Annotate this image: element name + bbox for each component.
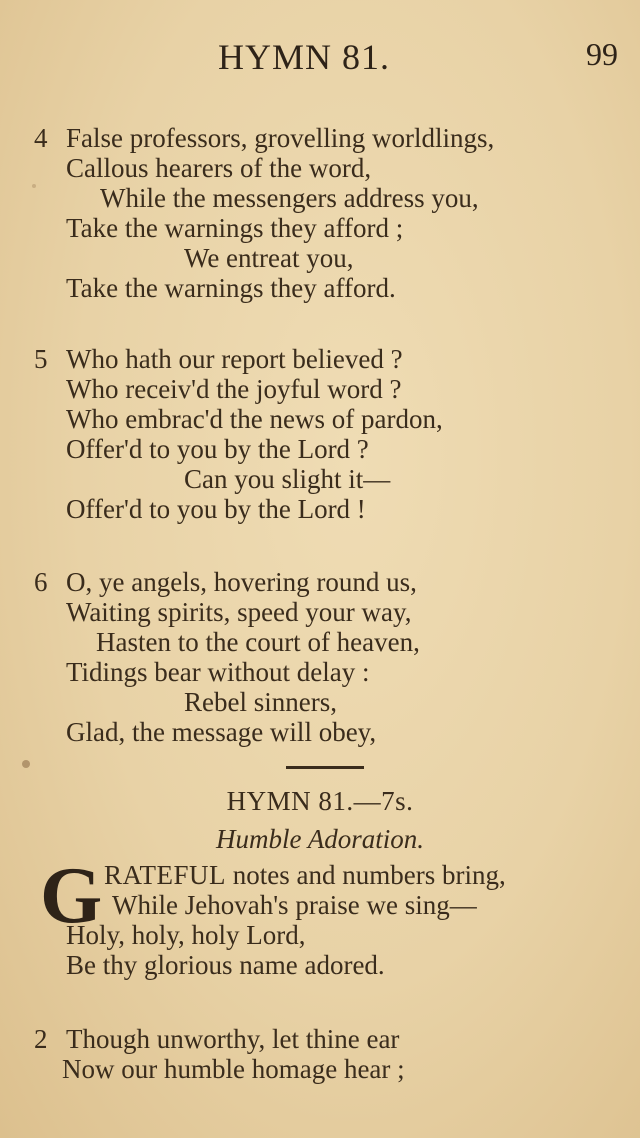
page-number: 99 [586, 36, 618, 72]
section-divider [286, 766, 364, 769]
verse-number: 2 [34, 1024, 48, 1054]
verse-line: We entreat you, [184, 243, 354, 273]
hymn-subtitle: Humble Adoration. [216, 824, 424, 854]
verse-line: Who hath our report believed ? [66, 344, 403, 374]
verse-number: 6 [34, 567, 48, 597]
verse-line: Offer'd to you by the Lord ? [66, 434, 369, 464]
verse-line: Hasten to the court of heaven, [96, 627, 420, 657]
verse-line: Offer'd to you by the Lord ! [66, 494, 366, 524]
verse-line: Callous hearers of the word, [66, 153, 372, 183]
verse-line: O, ye angels, hovering round us, [66, 567, 417, 597]
verse-line: Take the warnings they afford. [66, 273, 396, 303]
ink-spot [32, 184, 36, 188]
hymn-title: HYMN 81.—7s. [226, 786, 414, 816]
running-head-title: HYMN 81. [218, 37, 391, 77]
first-word-caps: RATEFUL [104, 860, 227, 890]
verse-line: Take the warnings they afford ; [66, 213, 404, 243]
verse-number: 4 [34, 123, 48, 153]
verse-line: While the messengers address you, [100, 183, 479, 213]
running-head [0, 36, 640, 76]
verse-line: While Jehovah's praise we sing— [112, 890, 477, 920]
drop-cap: G [40, 852, 103, 940]
verse-line: Rebel sinners, [184, 687, 337, 717]
verse-number: 5 [34, 344, 48, 374]
verse-line: Be thy glorious name adored. [66, 950, 385, 980]
verse-line: Waiting spirits, speed your way, [66, 597, 412, 627]
verse-line: Tidings bear without delay : [66, 657, 370, 687]
verse-line: Glad, the message will obey, [66, 717, 377, 747]
verse-line: False professors, grovelling worldlings, [66, 123, 495, 153]
first-line-rest: notes and numbers bring, [226, 860, 506, 890]
verse-line: Who receiv'd the joyful word ? [66, 374, 402, 404]
verse-line: Can you slight it— [184, 464, 391, 494]
verse-line: Now our humble homage hear ; [62, 1054, 405, 1084]
verse-line: Who embrac'd the news of pardon, [66, 404, 443, 434]
verse-line-first [104, 860, 506, 891]
ink-spot [22, 760, 30, 768]
verse-line: Though unworthy, let thine ear [66, 1024, 400, 1054]
verse-line: Holy, holy, holy Lord, [66, 920, 306, 950]
